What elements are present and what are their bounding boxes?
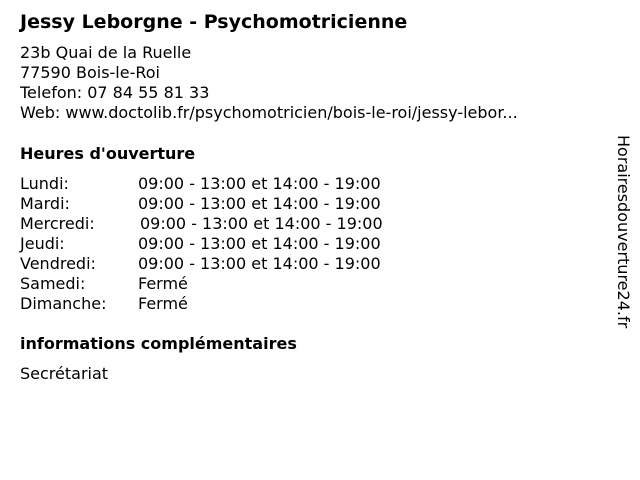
- time-value: 09:00 - 13:00 et 14:00 - 19:00: [140, 214, 383, 233]
- time-value: 09:00 - 13:00 et 14:00 - 19:00: [138, 234, 381, 253]
- day-label: Dimanche:: [20, 294, 107, 313]
- time-value: 09:00 - 13:00 et 14:00 - 19:00: [138, 254, 381, 273]
- day-label: Lundi:: [20, 174, 69, 193]
- hours-heading: Heures d'ouverture: [20, 144, 196, 163]
- page-title: Jessy Leborgne - Psychomotricienne: [20, 11, 408, 33]
- info-heading: informations complémentaires: [20, 334, 297, 353]
- website-link[interactable]: Web: www.doctolib.fr/psychomotricien/bois-le-roi/jessy-lebor...: [20, 103, 518, 122]
- site-watermark: Horairesdouverture24.fr: [614, 135, 633, 329]
- day-label: Mercredi:: [20, 214, 95, 233]
- day-label: Jeudi:: [20, 234, 65, 253]
- time-value: 09:00 - 13:00 et 14:00 - 19:00: [138, 194, 381, 213]
- info-text: Secrétariat: [20, 364, 109, 383]
- time-value: Fermé: [138, 274, 188, 293]
- day-label: Samedi:: [20, 274, 86, 293]
- city-address: 77590 Bois-le-Roi: [20, 63, 160, 82]
- day-label: Vendredi:: [20, 254, 96, 273]
- time-value: 09:00 - 13:00 et 14:00 - 19:00: [138, 174, 381, 193]
- address-block: [20, 43, 518, 123]
- phone-number: Telefon: 07 84 55 81 33: [20, 83, 210, 102]
- day-label: Mardi:: [20, 194, 70, 213]
- street-address: 23b Quai de la Ruelle: [20, 43, 192, 62]
- time-value: Fermé: [138, 294, 188, 313]
